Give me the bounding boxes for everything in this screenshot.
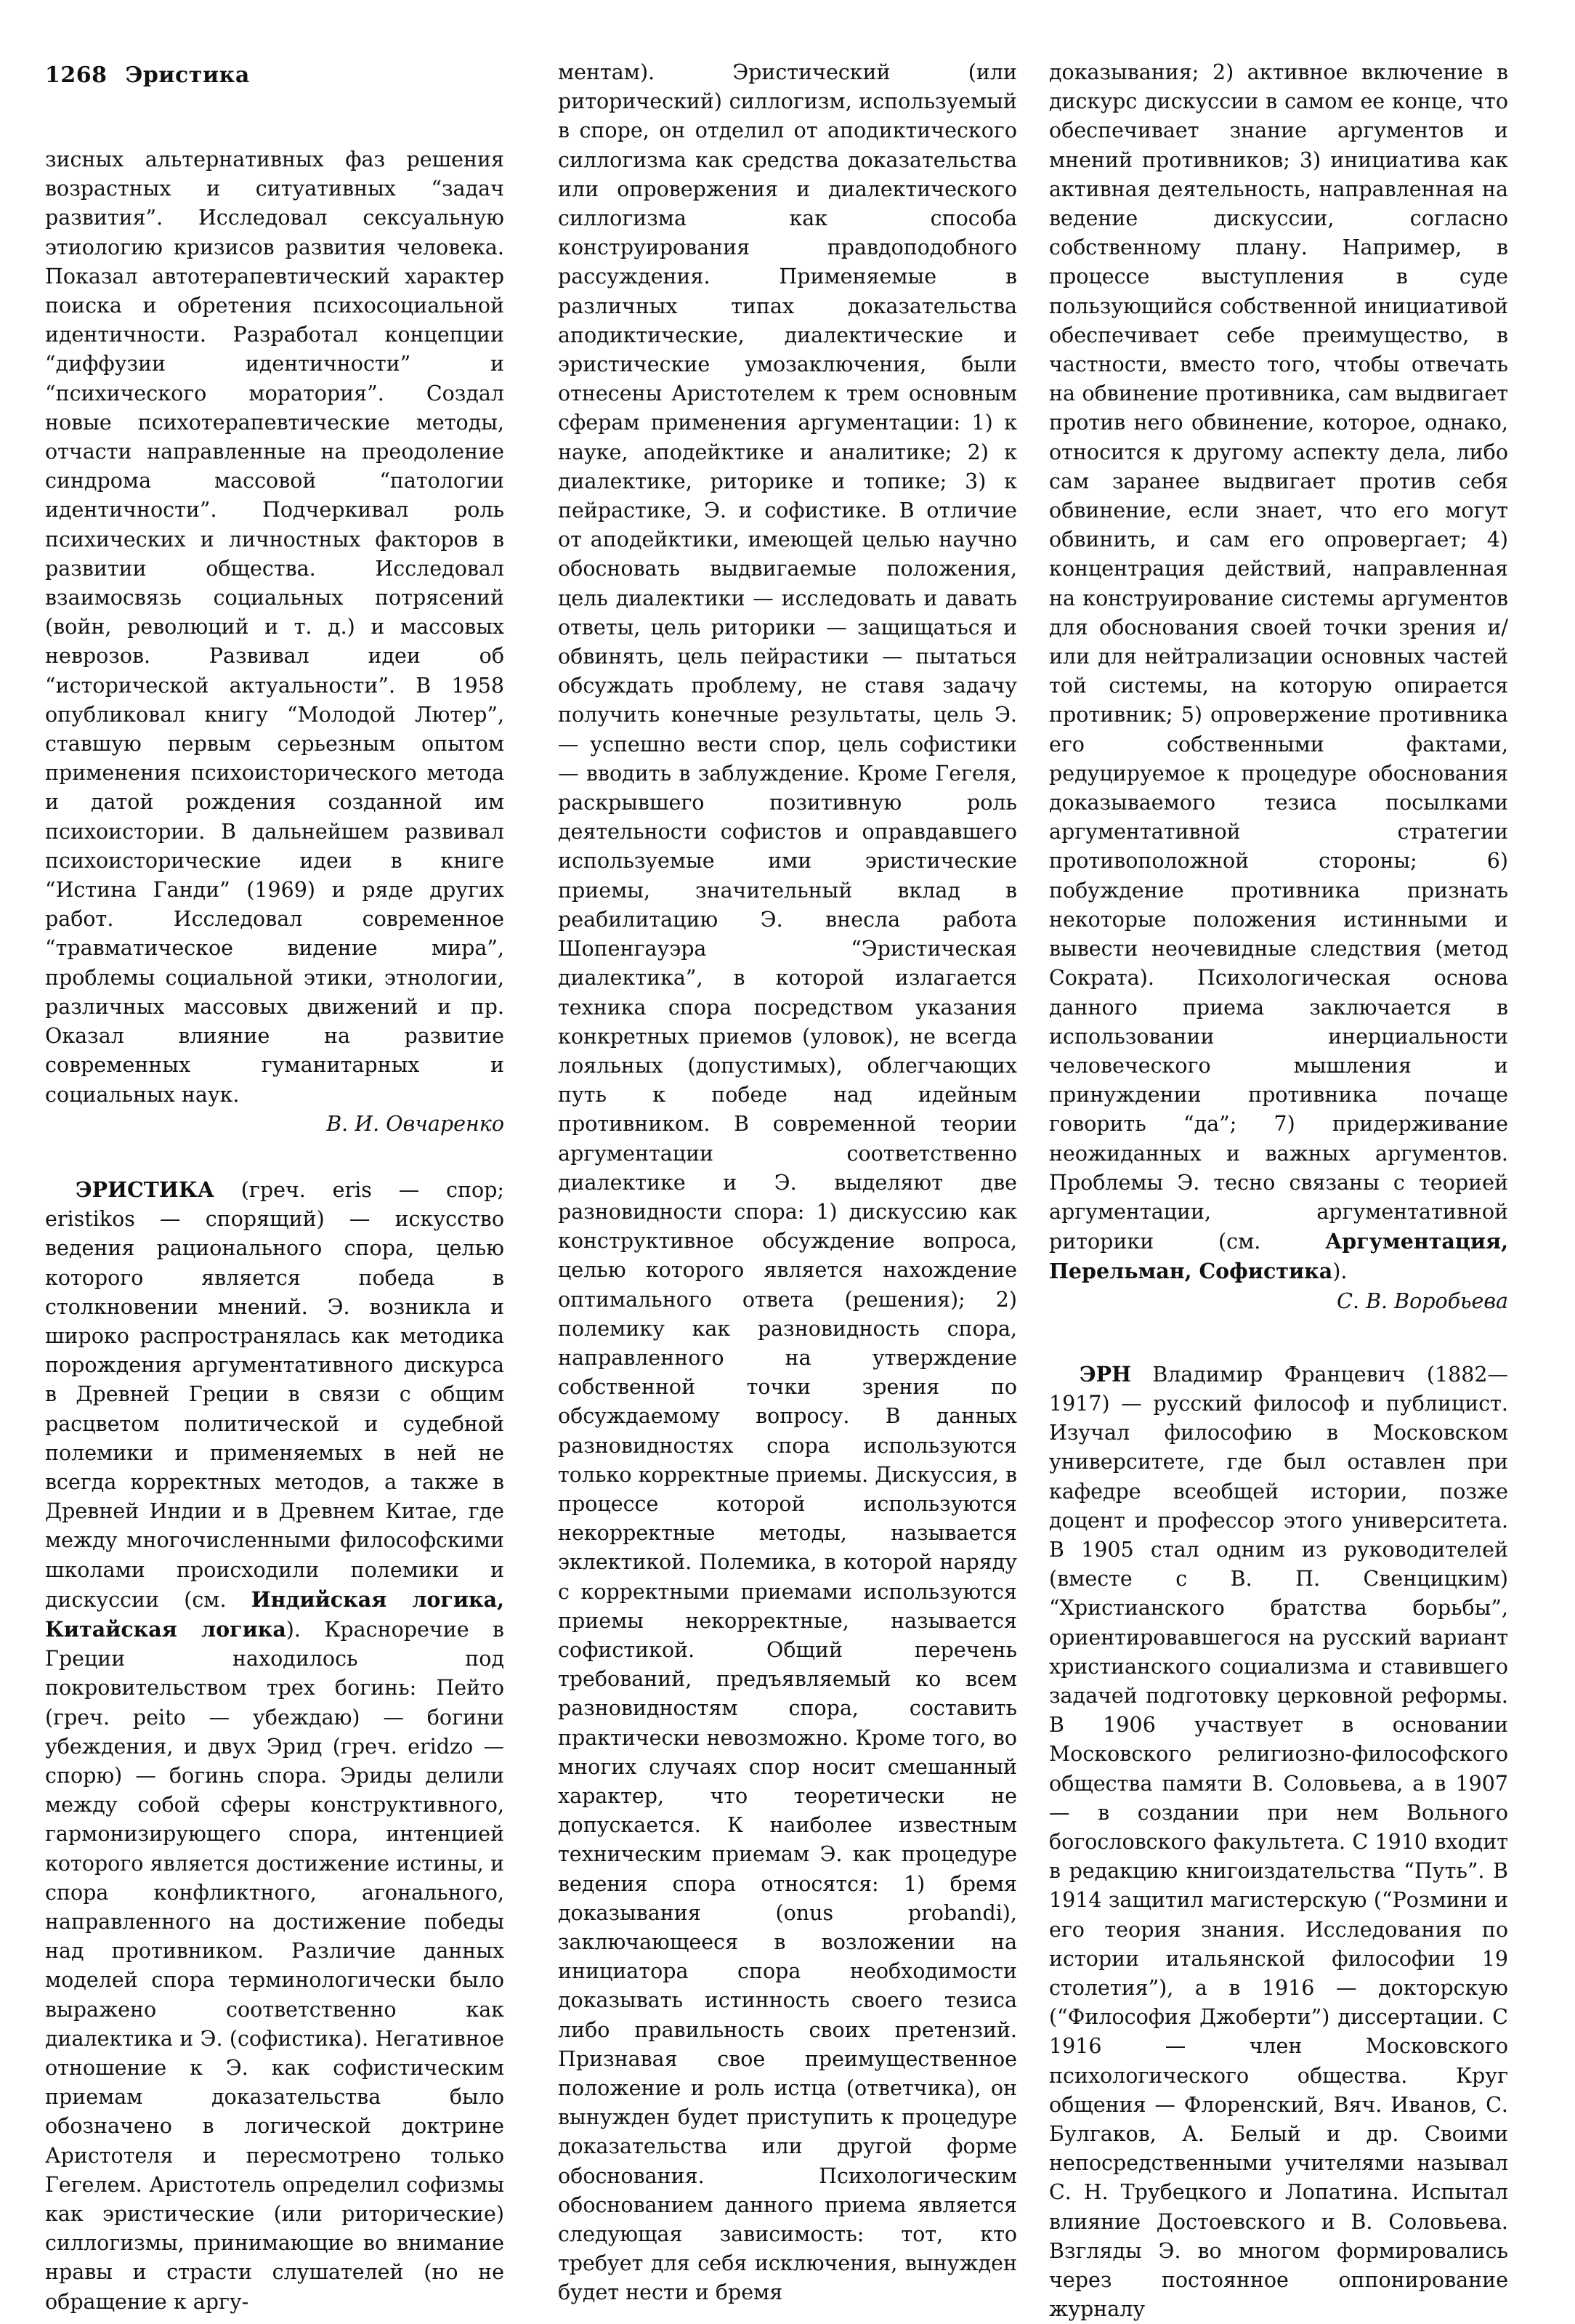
eristika-ending-tail: ). — [1332, 1259, 1348, 1284]
page-number: 1268 — [45, 62, 108, 88]
entry-headword-ern: ЭРН — [1080, 1361, 1132, 1387]
entry-eristika — [45, 1175, 504, 2317]
previous-entry-continuation: зисных альтернативных фаз решения возрастных и ситуативных “задач развития”. Исследовал сексуальную этиологию кризисов развития человека. Показал автотерапевтический характер поиска и обретения психосоциальной идентичности. Разработал концепции “диффузии идентичности” и “психического моратория”. Создал новые психотерапевтические методы, отчасти направленные на преодоление синдрома массовой “патологии идентичности”. Подчеркивал роль психических и личностных факторов в развитии общества. Исследовал взаимосвязь социальных потрясений (войн, революций и т. д.) и массовых неврозов. Развивал идеи об “исторической актуальности”. В 1958 опубликовал книгу “Молодой Лютер”, ставшую первым серьезным опытом применения психоисторического метода и датой рождения созданной им психоистории. В дальнейшем развивал психоисторические идеи в книге “Истина Ганди” (1969) и ряде других работ. Исследовал современное “травматическое видение мира”, проблемы социальной этики, этнологии, различных массовых движений и пр. Оказал влияние на развитие современных гуманитарных и социальных наук. — [45, 148, 504, 1107]
cross-reference-link: Индийская логика, Китайская логика — [45, 1586, 504, 1642]
eristika-author: С. В. Воробьева — [1337, 1288, 1508, 1313]
running-title: Эристика — [125, 62, 250, 88]
entry-gap — [1049, 1316, 1508, 1360]
cross-reference-link: Аргументация, Перельман, Софистика — [1049, 1229, 1508, 1284]
eristika-ending — [1049, 58, 1508, 1287]
entry-text-part2: ). Красноречие в Греции находилось под покровительством трех богинь: Пейто (греч. peito — убеждаю) — богини убеждения, и двух Эрид (греч. eridzo — спорю) — богинь спора. Эриды делили между собой сферы конструктивного, гармонизирующего спора, интенцией которого является достижение истины, и спора конфликтного, агонального, направленного на достижение победы над противником. Различие данных моделей спора терминологически было выражено соответственно как диалектика и Э. (софистика). Негативное отношение к Э. как софистическим приемам доказательства было обозначено в логической доктрине Аристотеля и пересмотрено только Гегелем. Аристотель определил софизмы как эристические (или риторические) силлогизмы, принимающие во внимание нравы и страсти слушателей (но не обращение к аргу- — [45, 1617, 504, 2314]
entry-text-part1: (греч. eris — спор; eristikos — спорящий) — искусство ведения рационального спора, целью которого является победа в столкновении мнений. Э. возникла и широко распространялась как методика порождения аргументативного дискурса в Древней Греции в связи с общим расцветом политической и судебной полемики и применяемых в ней не всегда корректных методов, а также в Древней Индии и в Древнем Китае, где между многочисленными философскими школами происходили полемики и дискуссии (см. — [45, 1177, 504, 1612]
running-header — [45, 62, 250, 88]
entry-gap — [45, 1139, 504, 1175]
column-3 — [1049, 58, 1508, 2324]
entry-headword-eristika: ЭРИСТИКА — [76, 1177, 214, 1202]
previous-entry-author: В. И. Овчаренко — [326, 1111, 504, 1136]
entry-ern — [1049, 1360, 1508, 2324]
column-2 — [558, 58, 1017, 2308]
entry-ern-text: Владимир Францевич (1882—1917) — русский философ и публицист. Изучал философию в Московском университете, где был оставлен при кафедре всеобщей истории, позже доцент и профессор этого университета. В 1905 стал одним из руководителей (вместе с В. П. Свенцицким) “Христианского братства борьбы”, ориентировавшегося на русский вариант христианского социализма и ставившего задачей подготовку церковной реформы. В 1906 участвует в основании Московского религиозно-философского общества памяти В. Соловьева, а в 1907 — в создании при нем Вольного богословского факультета. С 1910 входит в редакцию книгоиздательства “Путь”. В 1914 защитил магистерскую (“Розмини и его теория знания. Исследования по истории итальянской философии 19 столетия”), а в 1916 — докторскую (“Философия Джоберти”) диссертации. С 1916 — член Московского психологического общества. Круг общения — Флоренский, Вяч. Иванов, С. Булгаков, А. Белый и др. Своими непосредственными учителями называл С. Н. Трубецкого и Лопатина. Испытал влияние Достоевского и В. Соловьева. Взгляды Э. во многом формировались через постоянное оппонирование журналу — [1049, 1362, 1508, 2322]
column-1 — [45, 145, 504, 2317]
eristika-ending-text: доказывания; 2) активное включение в дискурс дискуссии в самом ее конце, что обеспечивает знание аргументов и мнений противников; 3) инициатива как активная деятельность, направленная на ведение дискуссии, согласно собственному плану. Например, в процессе выступления в суде пользующийся собственной инициативой обеспечивает себе преимущество, в частности, вместо того, чтобы отвечать на обвинение противника, сам выдвигает против него обвинение, которое, однако, относится к другому аспекту дела, либо сам заранее выдвигает против себя обвинение, если знает, что его могут обвинить, и сам его опровергает; 4) концентрация действий, направленная на конструирование системы аргументов для обоснования своей точки зрения и/или для нейтрализации основных частей той системы, на которую опирается противник; 5) опровержение противника его собственными фактами, редуцируемое к процедуре обоснования доказываемого тезиса посылками аргументативной стратегии противоположной стороны; 6) побуждение противника признать некоторые положения истинными и вывести неочевидные следствия (метод Сократа). Психологическая основа данного приема заключается в использовании инерциальности человеческого мышления и принуждении противника почаще говорить “да”; 7) придерживание неожиданных и важных аргументов. Проблемы Э. тесно связаны с теорией аргументации, аргументативной риторики (см. — [1049, 60, 1508, 1254]
eristika-continuation: ментам). Эристический (или риторический) силлогизм, используемый в споре, он отделил от аподиктического силлогизма как средства доказательства или опровержения и диалектического силлогизма как способа конструирования правдоподобного рассуждения. Применяемые в различных типах доказательства аподиктические, диалектические и эристические умозаключения, были отнесены Аристотелем к трем основным сферам применения аргументации: 1) к науке, аподейктике и аналитике; 2) к диалектике, риторике и топике; 3) к пейрастике, Э. и софистике. В отличие от аподейктики, имеющей целью научно обосновать выдвигаемые положения, цель диалектики — исследовать и давать ответы, цель риторики — защищаться и обвинять, цель пейрастики — пытаться обсуждать проблему, не ставя задачу получить конечные результаты, цель Э. — успешно вести спор, цель софистики — вводить в заблуждение. Кроме Гегеля, раскрывшего позитивную роль деятельности софистов и оправдавшего используемые ими эристические приемы, значительный вклад в реабилитацию Э. внесла работа Шопенгауэра “Эристическая диалектика”, в которой излагается техника спора посредством указания конкретных приемов (уловок), не всегда лояльных (допустимых), облегчающих путь к победе над идейным противником. В современной теории аргументации соответственно диалектике и Э. выделяют две разновидности спора: 1) дискуссию как конструктивное обсуждение вопроса, целью которого является нахождение оптимального ответа (решения); 2) полемику как разновидность спора, направленного на утверждение собственной точки зрения по обсуждаемому вопросу. В данных разновидностях спора используются только корректные приемы. Дискуссия, в процессе которой используются некорректные методы, называется эклектикой. Полемика, в которой наряду с корректными приемами используются приемы некорректные, называется софистикой. Общий перечень требований, предъявляемый ко всем разновидностям спора, составить практически невозможно. Кроме того, во многих случаях спор носит смешанный характер, что теоретически не допускается. К наиболее известным техническим приемам Э. как процедуре ведения спора относятся: 1) бремя доказывания (onus probandi), заключающееся в возложении на инициатора спора необходимости доказывать истинность своего тезиса либо правильность своих претензий. Признавая свое преимущественное положение и роль истца (ответчика), он вынужден будет приступить к процедуре доказательства или другой форме обоснования. Психологическим обоснованием данного приема является следующая зависимость: тот, кто требует для себя исключения, вынужден будет нести и бремя — [558, 60, 1017, 2305]
